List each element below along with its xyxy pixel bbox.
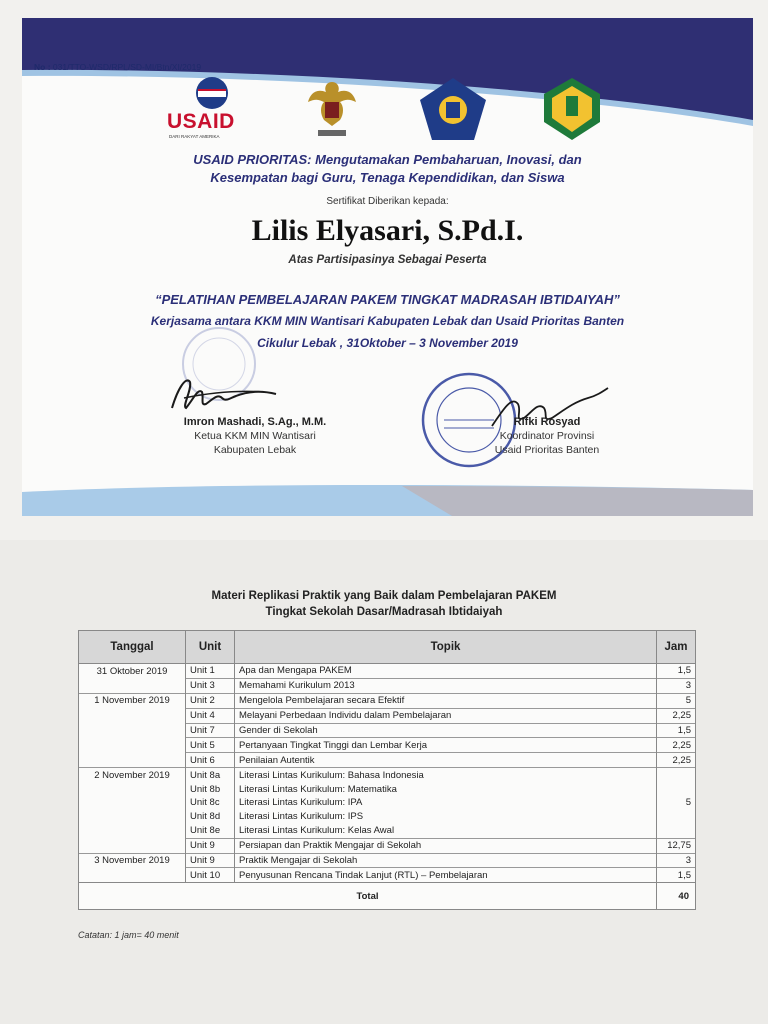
table-header-row — [79, 631, 696, 664]
unit-cell: Unit 8b — [186, 782, 235, 796]
hours-cell: 1,5 — [657, 723, 696, 738]
materials-table-body — [79, 664, 696, 910]
topic-cell: Penilaian Autentik — [235, 753, 657, 768]
topic-cell: Mengelola Pembelajaran secara Efektif — [235, 693, 657, 708]
recipient-name: Lilis Elyasari, S.Pd.I. — [251, 214, 524, 247]
hours-cell: 5 — [657, 796, 696, 810]
program-title-line2: Kesempatan bagi Guru, Tenaga Kependidikan, dan Siswa — [210, 170, 565, 185]
date-cell: 3 November 2019 — [79, 853, 186, 868]
unit-cell: Unit 10 — [186, 868, 235, 883]
unit-cell: Unit 9 — [186, 838, 235, 853]
cooperation-text: Kerjasama antara KKM MIN Wantisari Kabupaten Lebak dan Usaid Prioritas Banten — [150, 314, 625, 328]
date-cell — [79, 738, 186, 753]
topic-cell: Literasi Lintas Kurikulum: IPA — [235, 796, 657, 810]
header-date: Tanggal — [79, 631, 186, 664]
unit-cell: Unit 2 — [186, 693, 235, 708]
topic-cell: Praktik Mengajar di Sekolah — [235, 853, 657, 868]
garuda-emblem-icon — [304, 76, 360, 142]
course-title: “PELATIHAN PEMBELAJARAN PAKEM TINGKAT MADRASAH IBTIDAIYAH” — [155, 292, 620, 307]
date-cell — [79, 723, 186, 738]
usaid-seal-icon — [193, 76, 231, 110]
hours-cell: 3 — [657, 678, 696, 693]
header-unit: Unit — [186, 631, 235, 664]
header-topic: Topik — [235, 631, 657, 664]
date-cell — [79, 810, 186, 824]
table-row — [79, 768, 696, 782]
participation-text: Atas Partisipasinya Sebagai Peserta — [288, 254, 487, 266]
topic-cell: Penyusunan Rencana Tindak Lanjut (RTL) – Pembelajaran — [235, 868, 657, 883]
table-row — [79, 782, 696, 796]
topic-cell: Literasi Lintas Kurikulum: Bahasa Indonesia — [235, 768, 657, 782]
table-row — [79, 868, 696, 883]
table-row — [79, 723, 696, 738]
header-hours: Jam — [657, 631, 696, 664]
hours-cell: 3 — [657, 853, 696, 868]
table-row — [79, 708, 696, 723]
total-row — [79, 883, 696, 910]
hours-cell: 12,75 — [657, 838, 696, 853]
date-cell — [79, 753, 186, 768]
table-row — [79, 678, 696, 693]
table-row — [79, 693, 696, 708]
topic-cell: Pertanyaan Tingkat Tinggi dan Lembar Kerja — [235, 738, 657, 753]
table-row — [79, 810, 696, 824]
topic-cell: Memahami Kurikulum 2013 — [235, 678, 657, 693]
table-row — [79, 838, 696, 853]
materials-title-line1: Materi Replikasi Praktik yang Baik dalam Pembelajaran PAKEM — [211, 590, 557, 602]
date-cell — [79, 838, 186, 853]
certificate-number: No : 031/TTO-WSD/RPL/SD-MI/Btn/XI/2019 — [34, 62, 202, 72]
date-cell — [79, 868, 186, 883]
certificate — [22, 18, 753, 516]
footnote: Catatan: 1 jam= 40 menit — [78, 930, 179, 940]
topic-cell: Melayani Perbedaan Individu dalam Pembelajaran — [235, 708, 657, 723]
top-band-graphic — [22, 18, 753, 128]
usaid-logo: USAID DARI RAKYAT AMERIKA — [167, 76, 257, 142]
tut-wuri-handayani-logo-icon — [418, 76, 488, 142]
table-row — [79, 753, 696, 768]
table-row — [79, 664, 696, 679]
given-to-label: Sertifikat Diberikan kepada: — [326, 196, 449, 207]
topic-cell: Apa dan Mengapa PAKEM — [235, 664, 657, 679]
topic-cell: Literasi Lintas Kurikulum: Kelas Awal — [235, 824, 657, 838]
unit-cell: Unit 9 — [186, 853, 235, 868]
hours-cell — [657, 824, 696, 838]
hours-cell — [657, 810, 696, 824]
table-row — [79, 824, 696, 838]
unit-cell: Unit 6 — [186, 753, 235, 768]
place-date: Cikulur Lebak , 31Oktober – 3 November 2019 — [257, 336, 518, 350]
materials-title-line2: Tingkat Sekolah Dasar/Madrasah Ibtidaiyah — [265, 606, 503, 618]
date-cell: 1 November 2019 — [79, 693, 186, 708]
date-cell — [79, 824, 186, 838]
hours-cell: 1,5 — [657, 664, 696, 679]
hours-cell — [657, 782, 696, 796]
topic-cell: Literasi Lintas Kurikulum: IPS — [235, 810, 657, 824]
table-row — [79, 738, 696, 753]
unit-cell: Unit 3 — [186, 678, 235, 693]
table-row — [79, 853, 696, 868]
date-cell — [79, 678, 186, 693]
hours-cell: 2,25 — [657, 753, 696, 768]
topic-cell: Persiapan dan Praktik Mengajar di Sekolah — [235, 838, 657, 853]
total-label: Total — [79, 883, 657, 910]
unit-cell: Unit 8d — [186, 810, 235, 824]
topic-cell: Gender di Sekolah — [235, 723, 657, 738]
date-cell: 31 Oktober 2019 — [79, 664, 186, 679]
unit-cell: Unit 1 — [186, 664, 235, 679]
unit-cell: Unit 4 — [186, 708, 235, 723]
date-cell: 2 November 2019 — [79, 768, 186, 782]
hours-cell — [657, 768, 696, 782]
unit-cell: Unit 8c — [186, 796, 235, 810]
unit-cell: Unit 7 — [186, 723, 235, 738]
hours-cell: 2,25 — [657, 708, 696, 723]
materials-table — [78, 630, 696, 910]
unit-cell: Unit 8a — [186, 768, 235, 782]
hours-cell: 1,5 — [657, 868, 696, 883]
total-hours: 40 — [657, 883, 696, 910]
topic-cell: Literasi Lintas Kurikulum: Matematika — [235, 782, 657, 796]
table-row — [79, 796, 696, 810]
hours-cell: 5 — [657, 693, 696, 708]
date-cell — [79, 796, 186, 810]
signer-right: Rifki Rosyad Koordinator Provinsi Usaid Prioritas Banten — [494, 416, 600, 456]
hours-cell: 2,25 — [657, 738, 696, 753]
bottom-band-graphic — [22, 482, 753, 516]
signer-left: Imron Mashadi, S.Ag., M.M. Ketua KKM MIN Wantisari Kabupaten Lebak — [183, 416, 327, 456]
unit-cell: Unit 8e — [186, 824, 235, 838]
date-cell — [79, 708, 186, 723]
date-cell — [79, 782, 186, 796]
signature-left — [164, 368, 284, 418]
unit-cell: Unit 5 — [186, 738, 235, 753]
program-title-line1: USAID PRIORITAS: Mengutamakan Pembaharuan, Inovasi, dan — [193, 152, 582, 167]
kemenag-logo-icon — [542, 76, 602, 142]
